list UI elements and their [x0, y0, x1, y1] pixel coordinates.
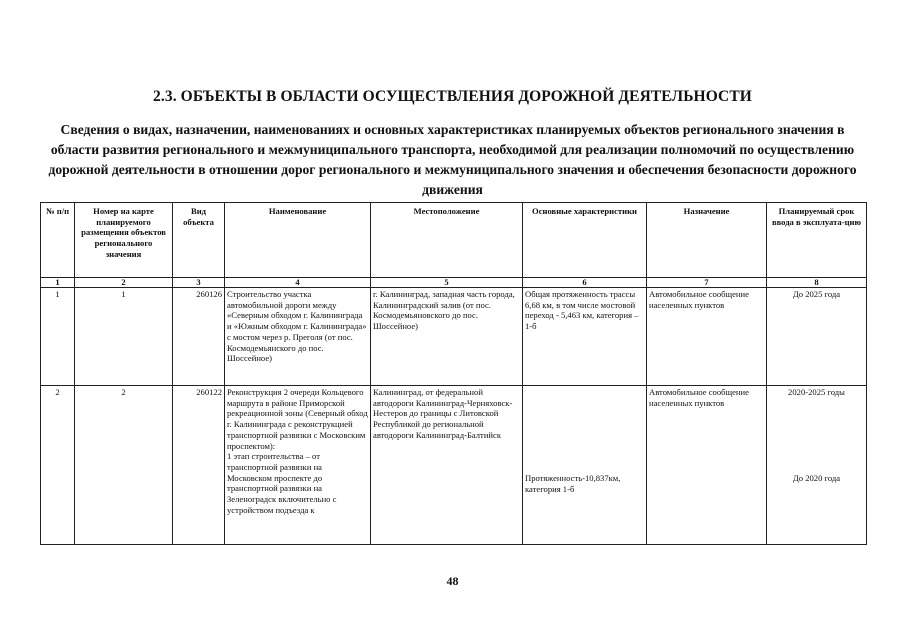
- cell-type: 260126: [173, 288, 225, 386]
- table-header-row: [41, 203, 867, 278]
- cell-no: 1: [41, 288, 75, 386]
- cell-term-text: 2020-2025 годы: [788, 387, 845, 397]
- table-column-numbers-row: [41, 278, 867, 288]
- column-number: 8: [767, 278, 867, 288]
- column-number: 6: [523, 278, 647, 288]
- cell-name-text: Реконструкция 2 очереди Кольцевого маршрута в районе Приморской рекреационной зоны (Северный обход г. Калининграда с реконструкцией транспортной развязки с Московским проспектом):: [227, 387, 368, 451]
- section-subheading: Сведения о видах, назначении, наименованиях и основных характеристиках планируемых объектов регионального значения в области развития регионального и межмуниципального транспорта, необходимой для реализации полномочий по осуществлению дорожной деятельности в отношении дорог регионального и межмуниципального значения и обеспечения безопасности дорожного движения: [48, 122, 857, 197]
- cell-term-stage: До 2020 года: [792, 473, 841, 483]
- cell-type: 260122: [173, 386, 225, 545]
- cell-name: [225, 386, 371, 545]
- cell-characteristics: [523, 386, 647, 545]
- header-cell-type: Вид объекта: [173, 203, 225, 278]
- cell-location: Калининград, от федеральной автодороги Калининград-Черняховск-Нестеров до границы с Литовской Республикой до региональной автодороги Калининград-Балтийск: [371, 386, 523, 545]
- cell-term: [767, 386, 867, 545]
- header-cell-characteristics: Основные характеристики: [523, 203, 647, 278]
- column-number: 3: [173, 278, 225, 288]
- cell-characteristics: Общая протяженность трассы 6,68 км, в том числе мостовой переход - 5,463 км, категория – 1-б: [523, 288, 647, 386]
- cell-characteristics-stage: Протяженность-10,837км, категория 1-б: [525, 473, 621, 494]
- column-number: 7: [647, 278, 767, 288]
- page-number: 48: [446, 574, 459, 588]
- table-row: [41, 386, 867, 545]
- cell-characteristics-spacer: [525, 387, 644, 473]
- cell-map-number: 2: [75, 386, 173, 545]
- column-number: 2: [75, 278, 173, 288]
- header-cell-name: Наименование: [225, 203, 371, 278]
- header-cell-map-number: Номер на карте планируемого размещения объектов регионального значения: [75, 203, 173, 278]
- cell-name-stage: 1 этап строительства – от транспортной развязки на Московском проспекте до транспортной развязки на Зеленоградск включительно с устройством подъезда к: [227, 451, 337, 515]
- cell-location: г. Калининград, западная часть города, Калининградский залив (от пос. Космодемьяновского до пос. Шоссейное): [371, 288, 523, 386]
- section-heading: 2.3. ОБЪЕКТЫ В ОБЛАСТИ ОСУЩЕСТВЛЕНИЯ ДОРОЖНОЙ ДЕЯТЕЛЬНОСТИ: [153, 88, 752, 105]
- column-number: 5: [371, 278, 523, 288]
- cell-purpose: Автомобильное сообщение населенных пунктов: [647, 288, 767, 386]
- table-row: [41, 288, 867, 386]
- cell-term: До 2025 года: [767, 288, 867, 386]
- header-cell-no: № п/п: [41, 203, 75, 278]
- header-cell-purpose: Назначение: [647, 203, 767, 278]
- cell-name: Строительство участка автомобильной дороги между «Северным обходом г. Калининграда и «Южным обходом г. Калининграда» с мостом через р. Преголя (от пос. Космодемьянского до пос. Шоссейное): [225, 288, 371, 386]
- column-number: 4: [225, 278, 371, 288]
- cell-purpose: Автомобильное сообщение населенных пунктов: [647, 386, 767, 545]
- objects-table: [40, 202, 867, 545]
- column-number: 1: [41, 278, 75, 288]
- cell-map-number: 1: [75, 288, 173, 386]
- header-cell-location: Местоположение: [371, 203, 523, 278]
- cell-no: 2: [41, 386, 75, 545]
- header-cell-term: Планируемый срок ввода в эксплуата-цию: [767, 203, 867, 278]
